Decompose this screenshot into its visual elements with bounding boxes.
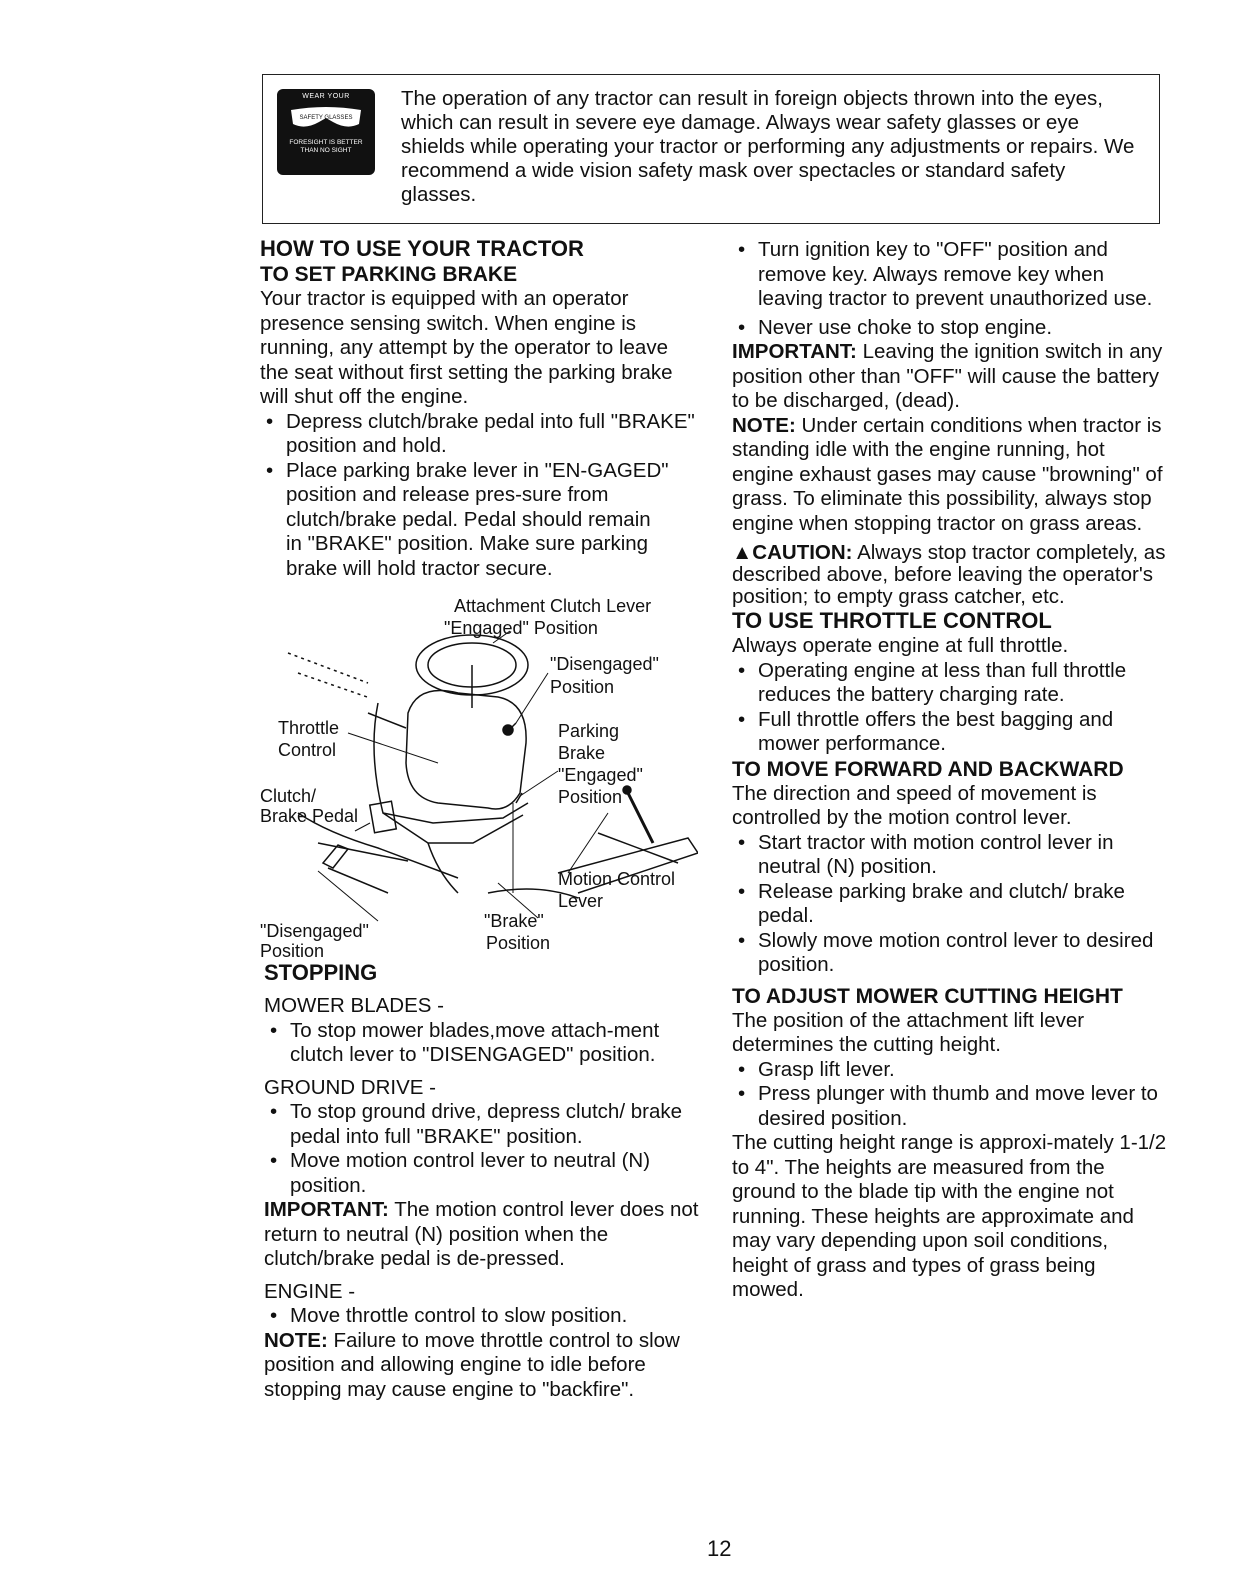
note-paragraph bbox=[264, 1329, 700, 1403]
label-engaged-position: "Engaged" Position bbox=[444, 618, 598, 638]
parking-brake-heading: TO SET PARKING BRAKE bbox=[260, 263, 518, 286]
move-intro: The direction and speed of movement is controlled by the motion control lever. bbox=[732, 781, 1097, 829]
icon-bottom-text-2: THAN NO SIGHT bbox=[300, 147, 352, 154]
move-heading: TO MOVE FORWARD AND BACKWARD bbox=[732, 757, 1124, 781]
label-brake-quoted: "Brake" bbox=[484, 911, 544, 931]
right-important-label: IMPORTANT: bbox=[732, 340, 857, 363]
label-parking: Parking bbox=[558, 721, 620, 741]
throttle-bullet-1: • Operating engine at less than full throttle reduces the battery charging rate. bbox=[732, 659, 1168, 708]
tractor-controls-diagram bbox=[258, 593, 698, 963]
icon-top-text: WEAR YOUR bbox=[302, 93, 350, 100]
ground-drive-label: GROUND DRIVE - bbox=[264, 1075, 436, 1099]
engine-label: ENGINE - bbox=[264, 1279, 356, 1303]
key-bullet-1: • Turn ignition key to "OFF" position and remove key. Always remove key when leaving tractor to prevent unauthorized use. bbox=[732, 238, 1168, 312]
label-brake: Brake bbox=[558, 743, 606, 763]
right-important-text: Leaving the ignition switch in any position other than "OFF" will cause the battery to be discharged, (dead). bbox=[732, 340, 1163, 412]
warning-text: The operation of any tractor can result in foreign objects thrown into the eyes, which can result in severe eye damage. Always wear safety glasses or eye shields while operating your tractor or performing any adjustments or repairs. We recommend a wide vision safety mask over spectacles or standard safety glasses. bbox=[401, 87, 1135, 206]
label-control: Control bbox=[278, 740, 337, 760]
parking-bullet-2: • Place parking brake lever in "EN-GAGED" position and release pres-sure from clutch/brake pedal. Pedal should remain in "BRAKE" position. Make sure parking brake will hold tractor secure. bbox=[260, 459, 671, 582]
adjust-bullet-2: • Press plunger with thumb and move lever to desired position. bbox=[732, 1082, 1168, 1131]
parking-intro: Your tractor is equipped with an operator presence sensing switch. When engine is running, any attempt by the operator to leave the seat without first setting the parking brake will shut off the engine. bbox=[260, 287, 673, 408]
right-note-text: Under certain conditions when tractor is standing idle with the engine running, hot engine exhaust gases may cause "browning" of grass. To eliminate this possibility, always stop engine when stopping tractor on grass areas. bbox=[732, 413, 1163, 535]
right-note-label: NOTE: bbox=[732, 413, 796, 437]
right-note-paragraph bbox=[732, 414, 1168, 537]
adjust-intro: The position of the attachment lift lever determines the cutting height. bbox=[732, 1008, 1085, 1056]
throttle-bullet-2: • Full throttle offers the best bagging and mower performance. bbox=[732, 708, 1168, 757]
right-important-paragraph bbox=[732, 340, 1168, 414]
parking-bullet-1: • Depress clutch/brake pedal into full "BRAKE" position and hold. bbox=[260, 410, 700, 459]
safety-warning-box bbox=[262, 74, 1160, 224]
throttle-heading: TO USE THROTTLE CONTROL bbox=[732, 608, 1052, 633]
label-disengaged-pedal-position: Position bbox=[260, 941, 325, 961]
page-number: 12 bbox=[707, 1536, 732, 1561]
note-text: Failure to move throttle control to slow position and allowing engine to idle before stopping may cause engine to "backfire". bbox=[264, 1328, 680, 1401]
label-motion-control: Motion Control bbox=[558, 869, 676, 889]
label-brake-pedal: Brake Pedal bbox=[260, 806, 359, 826]
adjust-text: The cutting height range is approxi-mately 1-1/2 to 4". The heights are measured from the ground to the blade tip with the engine not running. These heights are approximate and may vary depending upon soil conditions, height of grass and types of grass being mowed. bbox=[732, 1131, 1167, 1301]
icon-bottom-text-1: FORESIGHT IS BETTER bbox=[289, 139, 363, 146]
caution-paragraph bbox=[732, 542, 1168, 608]
note-label: NOTE: bbox=[264, 1328, 328, 1352]
move-bullet-2: • Release parking brake and clutch/ brake pedal. bbox=[732, 880, 1168, 929]
left-column-bottom bbox=[264, 960, 700, 1402]
label-attachment-clutch-lever: Attachment Clutch Lever bbox=[454, 596, 652, 616]
left-column-top bbox=[260, 236, 700, 581]
right-column bbox=[732, 238, 1168, 1303]
label-lever: Lever bbox=[558, 891, 604, 911]
mower-blades-label: MOWER BLADES - bbox=[264, 994, 444, 1017]
ground-bullet-1: • To stop ground drive, depress clutch/ brake pedal into full "BRAKE" position. bbox=[264, 1100, 700, 1149]
icon-mid-text: SAFETY GLASSES bbox=[299, 115, 353, 121]
label-engaged-position-2: Position bbox=[558, 787, 623, 807]
section-title: HOW TO USE YOUR TRACTOR bbox=[260, 236, 584, 261]
important-paragraph bbox=[264, 1198, 700, 1272]
engine-bullet: • Move throttle control to slow position. bbox=[264, 1304, 700, 1329]
label-throttle: Throttle bbox=[278, 718, 340, 738]
safety-glasses-icon bbox=[277, 89, 375, 175]
throttle-intro: Always operate engine at full throttle. bbox=[732, 634, 1069, 657]
label-engaged: "Engaged" bbox=[558, 765, 643, 785]
adjust-bullet-1: • Grasp lift lever. bbox=[732, 1058, 1168, 1083]
important-text: The motion control lever does not return to neutral (N) position when the clutch/brake pedal is de-pressed. bbox=[264, 1198, 699, 1270]
adjust-heading: TO ADJUST MOWER CUTTING HEIGHT bbox=[732, 984, 1123, 1008]
ground-bullet-2: • Move motion control lever to neutral (N) position. bbox=[264, 1149, 700, 1198]
blades-bullet: • To stop mower blades,move attach-ment clutch lever to "DISENGAGED" position. bbox=[264, 1019, 700, 1068]
move-bullet-1: • Start tractor with motion control lever in neutral (N) position. bbox=[732, 831, 1168, 880]
caution-icon: ▲ bbox=[732, 541, 753, 564]
label-clutch: Clutch/ bbox=[260, 786, 317, 806]
glasses-graphic bbox=[287, 104, 365, 132]
caution-label: CAUTION: bbox=[752, 541, 853, 564]
stopping-heading: STOPPING bbox=[264, 960, 378, 985]
label-brake-position: Position bbox=[486, 933, 551, 953]
label-disengaged: "Disengaged" bbox=[550, 654, 659, 674]
important-label: IMPORTANT: bbox=[264, 1198, 389, 1221]
key-bullet-2: • Never use choke to stop engine. bbox=[732, 316, 1168, 341]
move-bullet-3: • Slowly move motion control lever to desired position. bbox=[732, 929, 1168, 978]
caution-text: Always stop tractor completely, as described above, before leaving the operator's position; to empty grass catcher, etc. bbox=[732, 541, 1166, 608]
label-disengaged-position: Position bbox=[550, 677, 615, 697]
label-disengaged-pedal: "Disengaged" bbox=[260, 921, 369, 941]
